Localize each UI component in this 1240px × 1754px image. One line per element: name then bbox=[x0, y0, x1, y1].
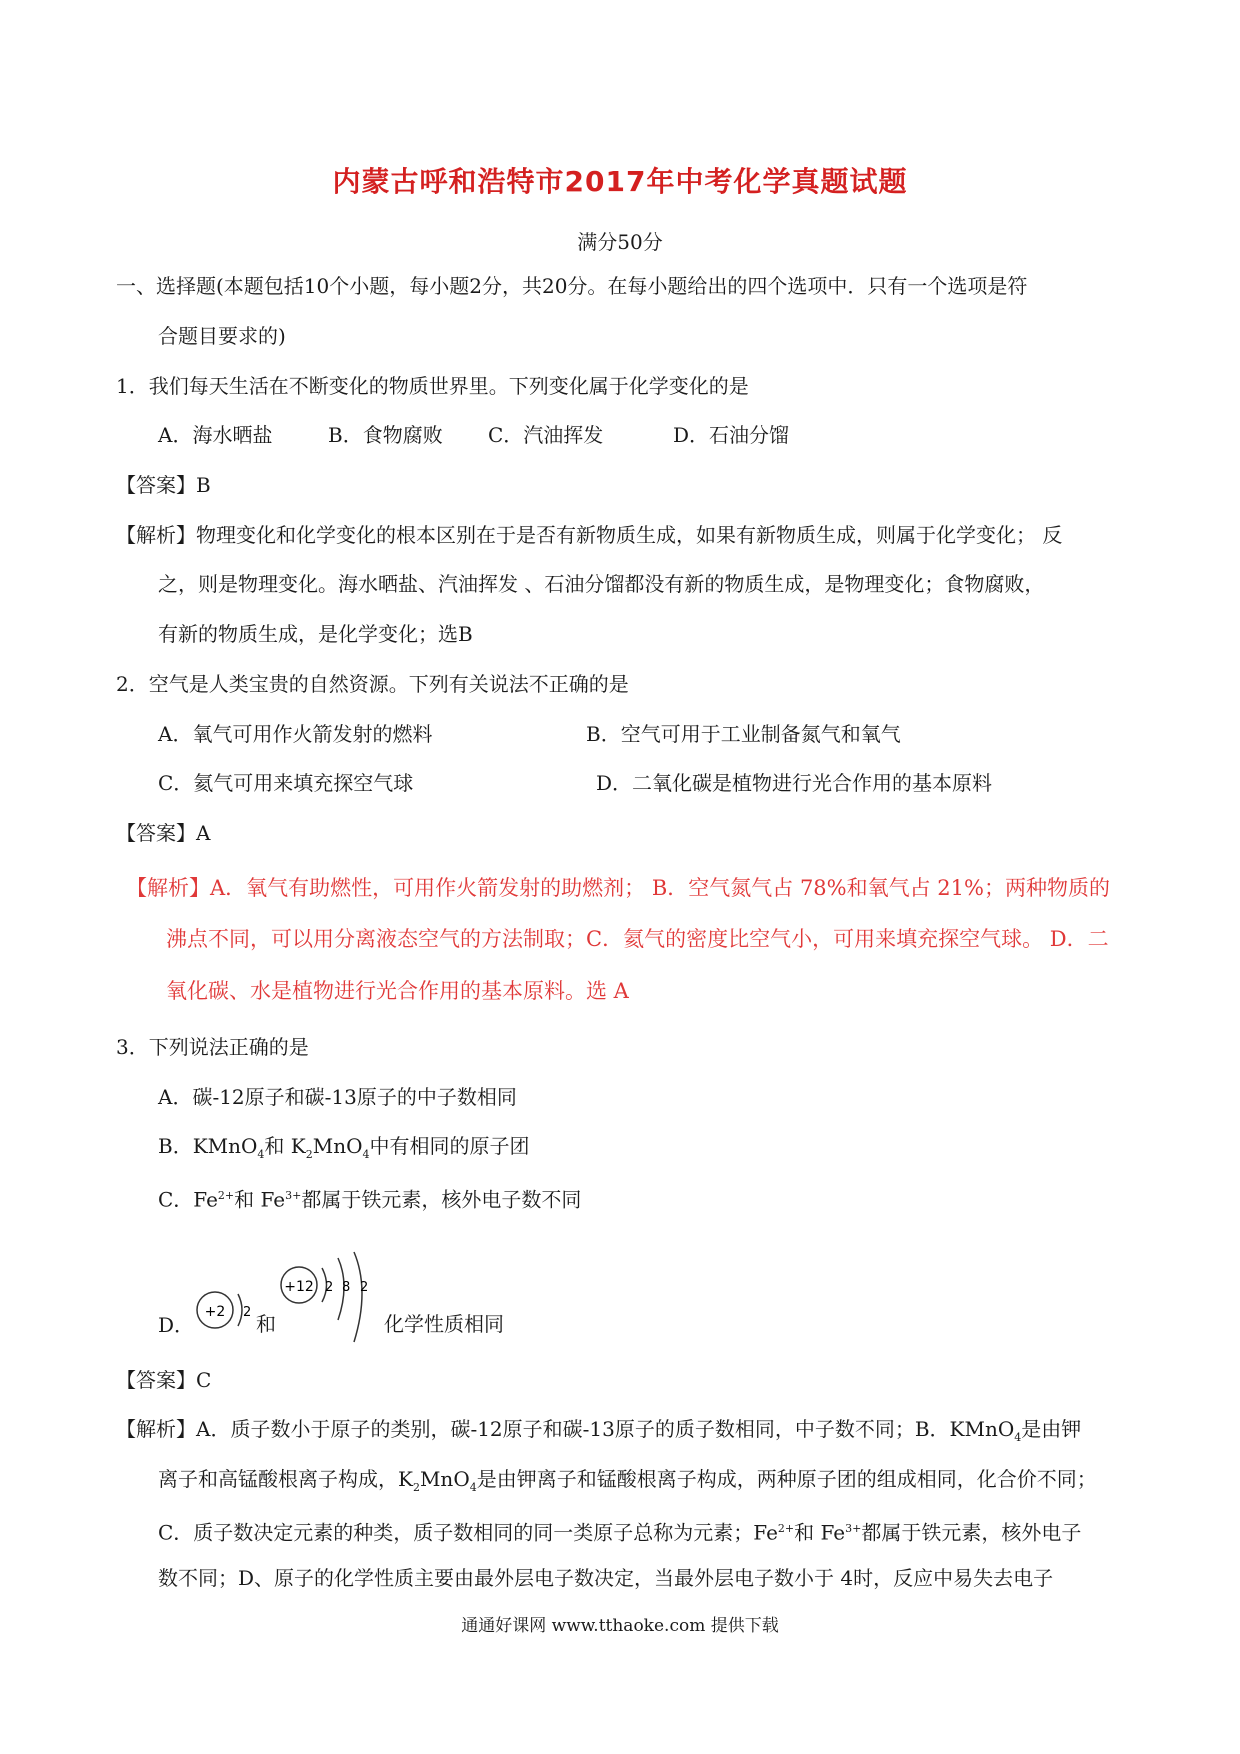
q3-option-c bbox=[158, 1182, 581, 1214]
superscript: 2+ bbox=[777, 1522, 795, 1535]
q3-option-b-part1: B．KMnO bbox=[158, 1134, 258, 1158]
atom1-shell-label: 2 bbox=[243, 1305, 252, 1320]
q3-analysis-part: 【解析】A．质子数小于原子的类别，碳-12原子和碳-13原子的质子数相同，中子数不同；B．KMnO bbox=[116, 1417, 1015, 1441]
q2-option-c: C．氦气可用来填充探空气球 bbox=[158, 771, 414, 795]
q2-options-row1 bbox=[158, 720, 901, 748]
superscript: 3+ bbox=[285, 1189, 302, 1202]
q3-analysis-line1 bbox=[116, 1415, 1081, 1452]
q3-answer: 【答案】C bbox=[116, 1368, 212, 1392]
q2-stem: 2．空气是人类宝贵的自然资源。下列有关说法不正确的是 bbox=[116, 672, 629, 696]
q3-option-c-part3: 都属于铁元素，核外电子数不同 bbox=[301, 1187, 582, 1212]
section-heading-line1: 一、选择题(本题包括10个小题，每小题2分，共20分。在每小题给出的四个选项中．只有一个选项是符 bbox=[116, 274, 1028, 298]
q3-option-c-part1: C．Fe bbox=[158, 1187, 218, 1212]
atom2-nucleus-label: +12 bbox=[284, 1279, 314, 1295]
q1-analysis-line3: 有新的物质生成，是化学变化；选B bbox=[158, 622, 473, 646]
q2-option-d: D．二氧化碳是植物进行光合作用的基本原料 bbox=[596, 771, 993, 795]
q3-analysis-part: 都属于铁元素，核外电子 bbox=[861, 1520, 1082, 1545]
q2-option-a: A．氧气可用作火箭发射的燃料 bbox=[158, 722, 433, 746]
atom2-diagram bbox=[281, 1252, 368, 1342]
q2-option-b: B．空气可用于工业制备氮气和氧气 bbox=[586, 722, 901, 746]
atom2-shell1-label: 2 bbox=[325, 1280, 334, 1295]
q1-option-b: B．食物腐败 bbox=[328, 423, 443, 447]
q1-analysis-line1: 【解析】物理变化和化学变化的根本区别在于是否有新物质生成，如果有新物质生成，则属于化学变化； 反 bbox=[116, 523, 1063, 547]
q3-analysis-part: C．质子数决定元素的种类，质子数相同的同一类原子总称为元素；Fe bbox=[158, 1520, 778, 1545]
q3-option-c-part2: 和 Fe bbox=[234, 1187, 286, 1212]
subscript: 4 bbox=[257, 1148, 265, 1161]
q3-analysis-part: 是由钾 bbox=[1021, 1417, 1082, 1441]
atom2-shell2-label: 8 bbox=[342, 1280, 351, 1295]
subscript: 4 bbox=[469, 1481, 477, 1494]
atom1-nucleus-label: +2 bbox=[204, 1304, 226, 1320]
q1-stem: 1．我们每天生活在不断变化的物质世界里。下列变化属于化学变化的是 bbox=[116, 374, 749, 398]
q3-option-d-label: D． bbox=[158, 1313, 195, 1337]
page-title: 内蒙古呼和浩特市2017年中考化学真题试题 bbox=[332, 165, 908, 198]
q2-analysis-line2: 沸点不同，可以用分离液态空气的方法制取；C．氦气的密度比空气小，可用来填充探空气球。 D．二 bbox=[166, 927, 1109, 951]
q3-analysis-part: MnO bbox=[419, 1467, 470, 1491]
q1-options bbox=[158, 421, 789, 449]
q3-analysis-line4: 数不同；D、原子的化学性质主要由最外层电子数决定，当最外层电子数小于 4时，反应中易失去电子 bbox=[158, 1566, 1054, 1590]
q1-answer: 【答案】B bbox=[116, 473, 211, 497]
subscript: 2 bbox=[305, 1148, 313, 1161]
q2-analysis-line1: 【解析】A．氧气有助燃性，可用作火箭发射的助燃剂； B．空气氮气占 78%和氧气占 21%；两种物质的 bbox=[126, 876, 1110, 900]
q3-option-a: A．碳-12原子和碳-13原子的中子数相同 bbox=[158, 1085, 517, 1109]
q3-analysis-part: 和 Fe bbox=[794, 1520, 846, 1545]
full-score: 满分50分 bbox=[577, 230, 663, 254]
superscript: 2+ bbox=[217, 1189, 235, 1202]
q2-analysis-line3: 氧化碳、水是植物进行光合作用的基本原料。选 A bbox=[166, 979, 629, 1003]
superscript: 3+ bbox=[845, 1522, 862, 1535]
q3-analysis-part: 是由钾离子和锰酸根离子构成，两种原子团的组成相同，化合价不同； bbox=[476, 1467, 1097, 1491]
q3-option-b bbox=[158, 1132, 529, 1169]
q3-analysis-part: 离子和高锰酸根离子构成，K bbox=[158, 1467, 413, 1491]
subscript: 2 bbox=[412, 1481, 420, 1494]
q3-analysis-line3 bbox=[158, 1515, 1081, 1547]
q3-option-d-text: 化学性质相同 bbox=[384, 1312, 504, 1336]
atom2-shell3-label: 2 bbox=[360, 1280, 369, 1295]
q3-option-b-part3: MnO bbox=[312, 1134, 363, 1158]
atom1-diagram bbox=[197, 1292, 251, 1328]
page-footer: 通通好课网 www.tthaoke.com 提供下载 bbox=[461, 1616, 779, 1636]
q3-stem: 3．下列说法正确的是 bbox=[116, 1035, 309, 1059]
q3-option-b-part2: 和 K bbox=[264, 1134, 306, 1158]
q2-answer: 【答案】A bbox=[116, 821, 211, 845]
q1-option-c: C．汽油挥发 bbox=[488, 423, 604, 447]
q2-options-row2 bbox=[158, 769, 992, 797]
subscript: 4 bbox=[1014, 1431, 1022, 1444]
q1-analysis-line2: 之，则是物理变化。海水晒盐、汽油挥发 、石油分馏都没有新的物质生成，是物理变化；食物腐败， bbox=[158, 572, 1045, 596]
section-heading-line2: 合题目要求的) bbox=[158, 324, 286, 348]
q1-option-d: D．石油分馏 bbox=[673, 423, 790, 447]
atom-structure-diagram bbox=[188, 1250, 388, 1360]
q3-analysis-line2 bbox=[158, 1465, 1097, 1502]
subscript: 4 bbox=[362, 1148, 370, 1161]
q3-option-d-and: 和 bbox=[256, 1312, 276, 1336]
q1-option-a: A．海水晒盐 bbox=[158, 423, 273, 447]
q3-option-b-part4: 中有相同的原子团 bbox=[369, 1134, 530, 1158]
